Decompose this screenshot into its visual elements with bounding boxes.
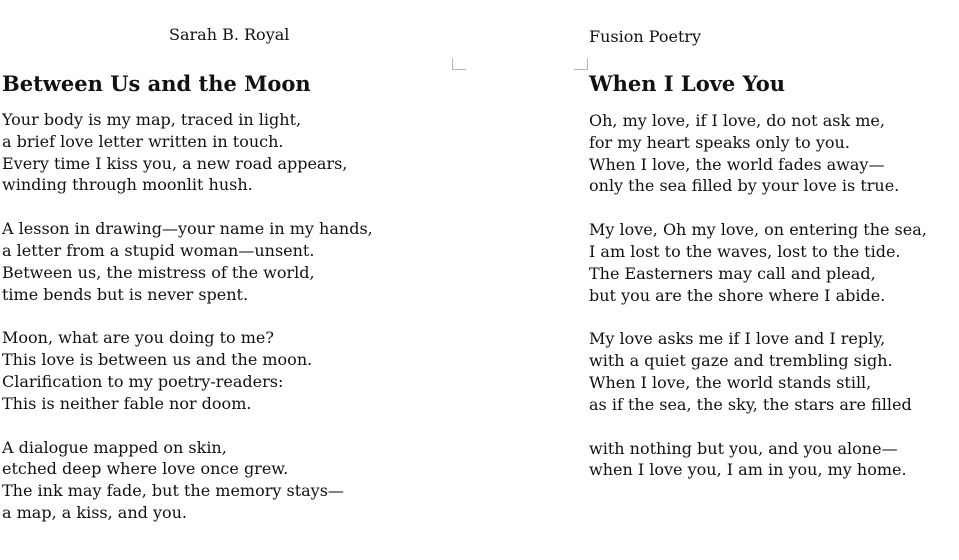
poem-line: This love is between us and the moon. [2, 350, 313, 370]
poem-title: Between Us and the Moon [2, 71, 311, 96]
poem-line: when I love you, I am in you, my home. [589, 460, 907, 480]
poem-line: Your body is my map, traced in light, [2, 110, 302, 129]
poem-line: Oh, my love, if I love, do not ask me, [589, 111, 885, 130]
poem-line: Moon, what are you doing to me? [2, 328, 274, 348]
left-page [0, 0, 470, 560]
poem-line: I am lost to the waves, lost to the tide. [589, 241, 901, 261]
poem-body [589, 110, 927, 503]
poem-line: A lesson in drawing—your name in my hands, [2, 219, 373, 239]
poem-line: time bends but is never spent. [2, 284, 249, 304]
margin-corner-mark [452, 58, 466, 70]
right-page [589, 0, 954, 560]
poem-line: winding through moonlit hush. [2, 175, 253, 195]
poem-body [2, 109, 373, 546]
poem-title: When I Love You [589, 71, 786, 96]
stanza [2, 218, 373, 305]
stanza [589, 219, 927, 306]
stanza [2, 109, 373, 196]
poem-line: as if the sea, the sky, the stars are filled [589, 394, 912, 414]
margin-corner-mark [574, 58, 588, 70]
page-header: Fusion Poetry [589, 27, 702, 46]
poem-line: Between us, the mistress of the world, [2, 262, 315, 282]
poem-line: A dialogue mapped on skin, [2, 437, 227, 457]
poem-line: only the sea filled by your love is true. [589, 176, 900, 196]
page-header: Sarah B. Royal [169, 25, 290, 44]
poem-line: When I love, the world fades away— [589, 154, 885, 174]
poem-line: for my heart speaks only to you. [589, 132, 850, 152]
poem-line: a map, a kiss, and you. [2, 502, 188, 522]
poem-line: a brief love letter written in touch. [2, 131, 284, 151]
stanza [589, 328, 927, 415]
stanza [589, 110, 927, 197]
stanza [2, 327, 373, 414]
stanza [589, 438, 927, 482]
poem-line: The Easterners may call and plead, [589, 263, 876, 283]
poem-line: This is neither fable nor doom. [2, 393, 252, 413]
poem-line: My love asks me if I love and I reply, [589, 329, 886, 349]
poem-line: with nothing but you, and you alone— [589, 438, 898, 458]
poem-line: When I love, the world stands still, [589, 372, 872, 392]
poem-line: with a quiet gaze and trembling sigh. [589, 351, 893, 371]
stanza [2, 437, 373, 524]
poem-line: My love, Oh my love, on entering the sea, [589, 220, 927, 240]
poem-line: Every time I kiss you, a new road appears, [2, 153, 348, 173]
poem-line: a letter from a stupid woman—unsent. [2, 240, 315, 260]
poem-line: but you are the shore where I abide. [589, 285, 886, 305]
poem-line: etched deep where love once grew. [2, 459, 289, 479]
poem-line: Clarification to my poetry-readers: [2, 371, 284, 391]
poem-line: The ink may fade, but the memory stays— [2, 481, 344, 501]
